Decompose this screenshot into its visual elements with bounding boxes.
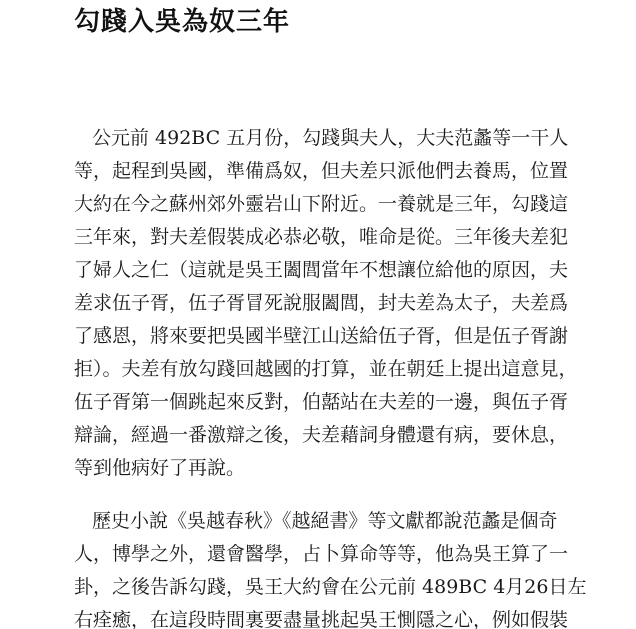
- paragraph-line: 等，起程到吳國，準備爲奴，但夫差只派他們去養馬，位置: [74, 160, 569, 182]
- article-paragraph-2: [74, 505, 587, 629]
- paragraph-line: 拒）。夫差有放勾踐回越國的打算，並在朝廷上提出這意見，: [74, 358, 578, 380]
- paragraph-line: 公元前 492BC 五月份，勾踐與夫人，大夫范蠡等一干人: [92, 127, 569, 149]
- article-paragraph-1: [74, 122, 578, 485]
- paragraph-line: 伍子胥第一個跳起來反對，伯嚭站在夫差的一邊，與伍子胥: [74, 391, 569, 413]
- paragraph-line: 了感恩，將來要把吳國半壁江山送給伍子胥，但是伍子胥謝: [74, 325, 569, 347]
- paragraph-line: 辯論，經過一番激辯之後，夫差藉詞身體還有病，要休息，: [74, 424, 569, 446]
- article-title: 勾踐入吳為奴三年: [74, 7, 291, 37]
- paragraph-line: 人，博學之外，還會醫學，占卜算命等等，他為吳王算了一: [74, 543, 569, 565]
- paragraph-line: 了婦人之仁（這就是吳王闔閭當年不想讓位給他的原因，夫: [74, 259, 569, 281]
- paragraph-line: 大約在今之蘇州郊外靈岩山下附近。一養就是三年，勾踐這: [74, 193, 569, 215]
- paragraph-line: 卦，之後告訴勾踐，吳王大約會在公元前 489BC 4月26日左: [74, 576, 587, 598]
- paragraph-line: 差求伍子胥，伍子胥冒死說服闔閭，封夫差為太子，夫差爲: [74, 292, 569, 314]
- paragraph-line: 歷史小說《吳越春秋》《越絕書》等文獻都說范蠡是個奇: [92, 510, 558, 532]
- paragraph-line: 等到他病好了再說。: [74, 457, 246, 479]
- paragraph-line: 右痊癒，在這段時間裏要盡量挑起吳王惻隱之心，例如假裝: [74, 609, 569, 629]
- paragraph-line: 三年來，對夫差假裝成必恭必敬，唯命是從。三年後夫差犯: [74, 226, 569, 248]
